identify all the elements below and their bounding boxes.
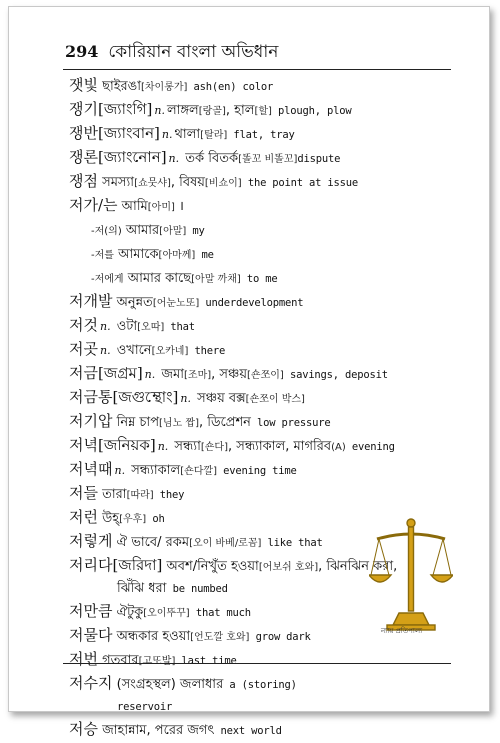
dictionary-entry bbox=[69, 171, 454, 193]
english-gloss: flat, tray bbox=[227, 129, 295, 141]
dictionary-entry bbox=[69, 719, 454, 741]
pronunciation: [똘꼬 비똘꼬] bbox=[238, 154, 298, 165]
english-gloss: be numbed bbox=[166, 583, 228, 595]
bengali-translation: , ঝিনঝিন করা, bbox=[318, 559, 398, 574]
bengali-translation: , বিষয় bbox=[170, 175, 205, 190]
part-of-speech: n. bbox=[99, 320, 111, 333]
english-gloss: next world bbox=[214, 725, 282, 737]
bengali-translation: অনুন্নত bbox=[112, 295, 153, 310]
bengali-translation: ঐটুকু bbox=[112, 605, 144, 620]
headword: 저번 bbox=[69, 650, 98, 668]
dictionary-entry bbox=[69, 147, 454, 169]
part-of-speech: n. bbox=[99, 344, 111, 357]
bengali-translation: অন্ধকার হওয়া bbox=[112, 629, 191, 644]
bengali-translation: সন্ধ্যাকাল bbox=[127, 463, 181, 478]
headword: 저렇게 bbox=[69, 532, 113, 550]
bengali-translation: অবশ/নিখুঁত হওয়া bbox=[162, 559, 259, 574]
scales-of-justice-icon bbox=[369, 513, 453, 641]
part-of-speech: n. bbox=[114, 464, 126, 477]
pronunciation: [쇼뭇샤] bbox=[134, 178, 171, 189]
english-gloss: there bbox=[188, 345, 226, 357]
bengali-translation: , ডিপ্রেশন bbox=[199, 415, 251, 430]
headword: -저에게 bbox=[91, 274, 124, 285]
entry-continuation bbox=[69, 695, 454, 717]
pronunciation: [차이롱가] bbox=[140, 82, 188, 93]
bengali-translation: , সন্ধ্যাকাল, মাগরিব bbox=[227, 439, 332, 454]
part-of-speech: n. bbox=[154, 104, 165, 117]
english-gloss: oh bbox=[146, 513, 165, 525]
pronunciation: [숀다] bbox=[200, 442, 228, 453]
bengali-translation: , সঞ্চয় bbox=[211, 367, 248, 382]
bengali-translation: ঝিঁঝি ধরা bbox=[117, 581, 167, 596]
headword: 저개발 bbox=[69, 292, 113, 310]
headword: 저녁[জনিয়ক] bbox=[69, 436, 156, 454]
dictionary-entry bbox=[69, 435, 454, 457]
bengali-translation: ওখানে bbox=[112, 343, 152, 358]
english-gloss: that much bbox=[189, 607, 251, 619]
bengali-translation: সন্ধ্যা bbox=[170, 439, 201, 454]
sub-entry bbox=[69, 243, 454, 265]
page-number: 294 bbox=[65, 42, 99, 61]
english-gloss: like that bbox=[261, 537, 323, 549]
english-gloss: underdevelopment bbox=[199, 297, 304, 309]
bengali-translation: আমি bbox=[117, 199, 148, 214]
headword: 저기압 bbox=[69, 412, 113, 430]
bengali-translation: থালা bbox=[174, 127, 201, 142]
english-gloss: evening bbox=[345, 441, 395, 453]
headword: 저것 bbox=[69, 316, 98, 334]
pronunciation: [오이뚜꾸] bbox=[143, 608, 190, 619]
pronunciation: [숀쪼이 박스] bbox=[245, 394, 305, 405]
dictionary-entry bbox=[69, 291, 454, 313]
headword: 쟁기[জ্যাংগি] bbox=[69, 100, 153, 118]
pronunciation: [탈라] bbox=[200, 130, 228, 141]
pronunciation: [아마께] bbox=[158, 250, 196, 261]
pronunciation: [조마] bbox=[184, 370, 212, 381]
english-gloss: the point at issue bbox=[241, 177, 359, 189]
english-gloss: low pressure bbox=[250, 417, 331, 429]
bengali-translation: লাঙ্গল bbox=[166, 103, 199, 118]
pronunciation: [오따] bbox=[137, 322, 165, 333]
headword: 잿빛 bbox=[69, 76, 98, 94]
sub-entry bbox=[69, 219, 454, 241]
english-gloss: ash(en) color bbox=[187, 81, 274, 93]
bengali-translation: ওটা bbox=[112, 319, 138, 334]
pronunciation: [어보쉬 호와] bbox=[258, 562, 319, 573]
part-of-speech: n. bbox=[168, 152, 180, 165]
headword: 저물다 bbox=[69, 626, 113, 644]
pronunciation: [오이 바베/로꼼] bbox=[189, 538, 262, 549]
bengali-translation: ঐ ভাবে/ রকম bbox=[112, 535, 190, 550]
dictionary-page bbox=[8, 6, 490, 738]
headword: 저금[জগ্রম] bbox=[69, 364, 143, 382]
dictionary-entry bbox=[69, 75, 454, 97]
bengali-translation: আমার কাছে bbox=[123, 271, 192, 286]
english-gloss: plough, plow bbox=[271, 105, 352, 117]
english-gloss: me bbox=[195, 249, 214, 261]
bengali-translation: নিম্ন চাপ bbox=[112, 415, 160, 430]
pronunciation: [비쇼이] bbox=[204, 178, 242, 189]
bengali-translation: উহ্ bbox=[97, 511, 120, 526]
pronunciation: [숀쪼이] bbox=[247, 370, 284, 381]
headword: 저수지 bbox=[69, 674, 113, 692]
part-of-speech: n. bbox=[180, 392, 191, 405]
headword: 저들 bbox=[69, 484, 98, 502]
english-gloss: a (storing) bbox=[223, 679, 297, 691]
dictionary-entry bbox=[69, 195, 454, 217]
headword: 저리다[জরিদা] bbox=[69, 556, 163, 574]
pronunciation: [아말] bbox=[159, 226, 187, 237]
bengali-translation: গতবার bbox=[97, 653, 139, 668]
bengali-translation: । bbox=[174, 199, 184, 214]
english-gloss: grow dark bbox=[249, 631, 311, 643]
pronunciation: [오카네] bbox=[151, 346, 189, 357]
dictionary-entry bbox=[69, 339, 454, 361]
pronunciation: [어눈노또] bbox=[152, 298, 200, 309]
english-gloss: my bbox=[186, 225, 205, 237]
headword: -저(의) bbox=[91, 226, 122, 237]
headword: 쟁론[জ্যাংনোন] bbox=[69, 148, 167, 166]
bengali-translation: (সংগ্রহস্থল) জলাধার bbox=[112, 677, 224, 692]
pronunciation: [아미] bbox=[147, 202, 175, 213]
bengali-translation: তারা bbox=[97, 487, 127, 502]
pronunciation: [따라] bbox=[126, 490, 154, 501]
dictionary-entry bbox=[69, 459, 454, 481]
headword: 저금통[জগুম্থোং] bbox=[69, 388, 179, 406]
dictionary-entry bbox=[69, 673, 454, 717]
pronunciation: [할] bbox=[254, 106, 272, 117]
part-of-speech: n. bbox=[144, 368, 156, 381]
bengali-translation: জমা bbox=[157, 367, 185, 382]
pronunciation: [고또발] bbox=[138, 656, 176, 667]
dictionary-entry bbox=[69, 123, 454, 145]
headword: 저가/는 bbox=[69, 196, 118, 214]
english-gloss: they bbox=[153, 489, 185, 501]
part-of-speech: n. bbox=[161, 128, 173, 141]
english-gloss: that bbox=[164, 321, 195, 333]
sub-entry bbox=[69, 267, 454, 289]
headword: -저를 bbox=[91, 250, 114, 261]
pronunciation: (A) bbox=[331, 442, 346, 453]
pronunciation: [우후] bbox=[119, 514, 147, 525]
english-gloss: dispute bbox=[297, 153, 341, 165]
part-of-speech: n. bbox=[157, 440, 169, 453]
headword: 저곳 bbox=[69, 340, 98, 358]
headword: 쟁점 bbox=[69, 172, 98, 190]
pronunciation: [아말 까채] bbox=[191, 274, 241, 285]
dictionary-entry bbox=[69, 411, 454, 433]
headword: 저승 bbox=[69, 720, 98, 738]
illustration-caption: ন্যায় প্রতিপাল্য bbox=[381, 627, 423, 635]
dictionary-entry bbox=[69, 363, 454, 385]
bengali-translation: তর্ক বিতর্ক bbox=[181, 151, 239, 166]
headword: 저만큼 bbox=[69, 602, 113, 620]
english-gloss: last time bbox=[175, 655, 237, 667]
bengali-translation: জাহান্নাম, পরের জগৎ bbox=[97, 723, 215, 738]
dictionary-entry bbox=[69, 649, 454, 671]
dictionary-entry bbox=[69, 99, 454, 121]
headword: 저런 bbox=[69, 508, 98, 526]
pronunciation: [언도깔 호와] bbox=[190, 632, 250, 643]
entry-list bbox=[69, 75, 454, 743]
header-rule bbox=[63, 69, 451, 70]
pronunciation: [님노 짭] bbox=[159, 418, 199, 429]
dictionary-entry bbox=[69, 387, 454, 409]
page-header bbox=[65, 39, 278, 67]
dictionary-entry bbox=[69, 483, 454, 505]
bengali-translation: সমস্যা bbox=[97, 175, 135, 190]
footer-rule bbox=[63, 663, 451, 664]
bengali-translation: আমার bbox=[121, 223, 160, 238]
bengali-translation: সঞ্চয় বক্স bbox=[192, 391, 246, 406]
headword: 저녁때 bbox=[69, 460, 113, 478]
bengali-translation: ছাইরঙা bbox=[97, 79, 141, 94]
bengali-translation: , হাল bbox=[225, 103, 255, 118]
bengali-translation: আমাকে bbox=[113, 247, 159, 262]
english-gloss: to me bbox=[240, 273, 278, 285]
dictionary-entry bbox=[69, 315, 454, 337]
pronunciation: [랑골] bbox=[198, 106, 226, 117]
headword: 쟁반[জ্যাংবান] bbox=[69, 124, 160, 142]
english-gloss: evening time bbox=[216, 465, 297, 477]
page-title: কোরিয়ান বাংলা অভিধান bbox=[108, 42, 279, 62]
pronunciation: [숀다깔] bbox=[180, 466, 217, 477]
english-gloss: reservoir bbox=[117, 701, 173, 713]
english-gloss: savings, deposit bbox=[283, 369, 388, 381]
